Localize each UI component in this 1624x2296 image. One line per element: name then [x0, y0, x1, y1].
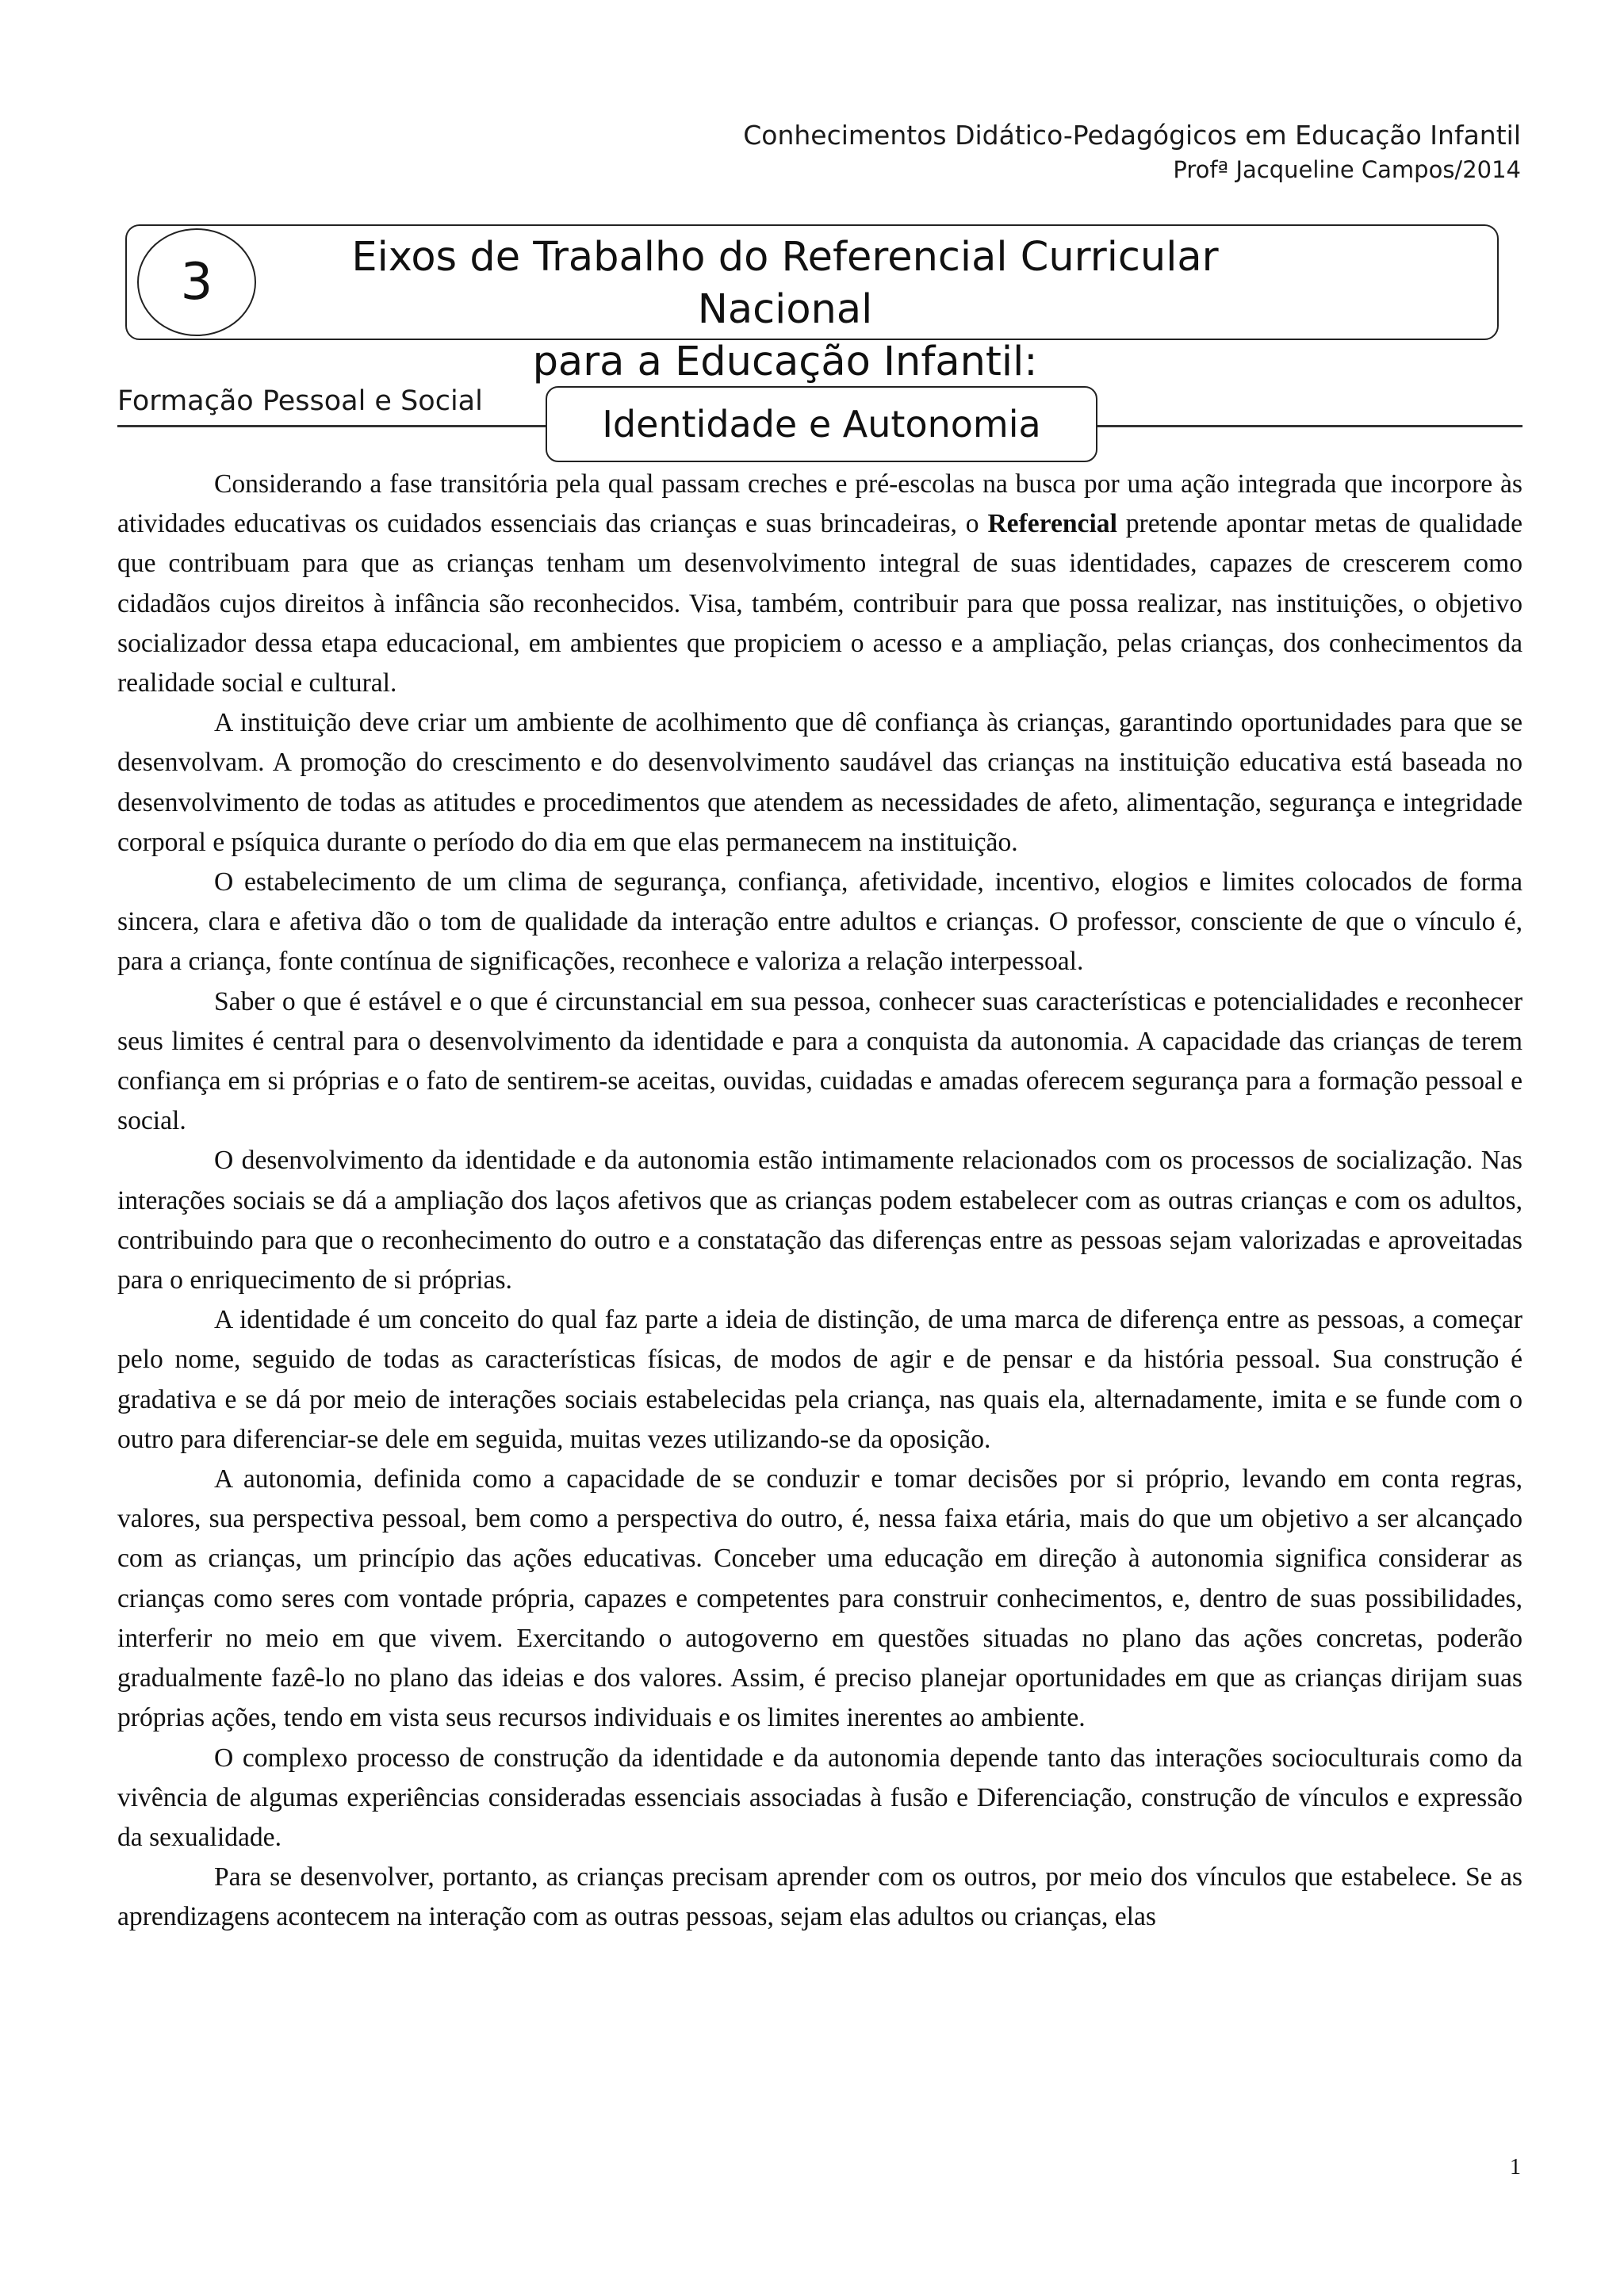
- paragraph-1-bold: Referencial: [987, 509, 1117, 539]
- page-title-line2: para a Educação Infantil:: [532, 339, 1038, 385]
- paragraph-6: A identidade é um conceito do qual faz parte a ideia de distinção, de uma marca de diferença entre as pessoas, a começar pelo nome, seguido de todas as características físicas, de modos de agir e de pensar e da história pessoal. Sua construção é gradativa e se dá por meio de interações sociais estabelecidas pela criança, nas quais ela, alternadamente, imita e se funde com o outro para diferenciar-se dele em seguida, muitas vezes utilizando-se da oposição.: [117, 1305, 1522, 1454]
- paragraph-5: O desenvolvimento da identidade e da autonomia estão intimamente relacionados com os processos de socialização. Nas interações sociais se dá a ampliação dos laços afetivos que as crianças podem estabelecer com as outras crianças e com os adultos, contribuindo para que o reconhecimento do outro e a constatação das diferenças entre as pessoas sejam valorizadas e aproveitadas para o enriquecimento de si próprias.: [117, 1146, 1522, 1295]
- page-number: 1: [1510, 2155, 1521, 2179]
- paragraph-1: [117, 465, 1522, 703]
- chapter-number: 3: [137, 228, 256, 336]
- page-title: [262, 232, 1308, 388]
- section-label: Formação Pessoal e Social: [117, 385, 483, 417]
- course-title: Conhecimentos Didático-Pedagógicos em Educação Infantil: [743, 120, 1521, 151]
- paragraph-8: O complexo processo de construção da identidade e da autonomia depende tanto das interações socioculturais como da vivência de algumas experiências consideradas essenciais associadas à fusão e Diferenciação, construção de vínculos e expressão da sexualidade.: [117, 1743, 1522, 1852]
- page-header: [743, 117, 1521, 186]
- page-title-line1: Eixos de Trabalho do Referencial Curricular Nacional: [351, 234, 1219, 333]
- paragraph-1-start: Considerando a fase transitória pela qual passam creches e pré-escolas na busca por uma ação integrada que incorpore às atividades educativas os cuidados essenciais das crianças e suas brincadeiras, o: [117, 469, 1522, 539]
- section-subtitle: Identidade e Autonomia: [546, 386, 1097, 462]
- body-text: [117, 465, 1522, 1938]
- paragraph-3: O estabelecimento de um clima de segurança, confiança, afetividade, incentivo, elogios e limites colocados de forma sincera, clara e afetiva dão o tom de qualidade da interação entre adultos e crianças. O professor, consciente de que o vínculo é, para a criança, fonte contínua de significações, reconhece e valoriza a relação interpessoal.: [117, 867, 1522, 977]
- paragraph-4: Saber o que é estável e o que é circunstancial em sua pessoa, conhecer suas características e potencialidades e reconhecer seus limites é central para o desenvolvimento da identidade e para a conquista da autonomia. A capacidade das crianças de terem confiança em si próprias e o fato de sentirem-se aceitas, ouvidas, cuidadas e amadas oferecem segurança para a formação pessoal e social.: [117, 986, 1522, 1136]
- author-year: Profª Jacqueline Campos/2014: [1173, 156, 1521, 183]
- paragraph-9: Para se desenvolver, portanto, as crianças precisam aprender com os outros, por meio dos vínculos que estabelece. Se as aprendizagens acontecem na interação com as outras pessoas, sejam elas adultos ou crianças, elas: [117, 1862, 1522, 1932]
- paragraph-7: A autonomia, definida como a capacidade de se conduzir e tomar decisões por si próprio, levando em conta regras, valores, sua perspectiva pessoal, bem como a perspectiva do outro, é, nessa faixa etária, mais do que um objetivo a ser alcançado com as crianças, um princípio das ações educativas. Conceber uma educação em direção à autonomia significa considerar as crianças como seres com vontade própria, capazes e competentes para construir conhecimentos, e, dentro de suas possibilidades, interferir no meio em que vivem. Exercitando o autogoverno em questões situadas no plano das ações concretas, poderão gradualmente fazê-lo no plano das ideias e dos valores. Assim, é preciso planejar oportunidades em que as crianças dirijam suas próprias ações, tendo em vista seus recursos individuais e os limites inerentes ao ambiente.: [117, 1464, 1522, 1733]
- paragraph-2: A instituição deve criar um ambiente de acolhimento que dê confiança às crianças, garantindo oportunidades para que se desenvolvam. A promoção do crescimento e do desenvolvimento saudável das crianças na instituição educativa está baseada no desenvolvimento de todas as atitudes e procedimentos que atendem as necessidades de afeto, alimentação, segurança e integridade corporal e psíquica durante o período do dia em que elas permanecem na instituição.: [117, 708, 1522, 857]
- paragraph-1-end: pretende apontar metas de qualidade que contribuam para que as crianças tenham um desenvolvimento integral de suas identidades, capazes de crescerem como cidadãos cujos direitos à infância são reconhecidos. Visa, também, contribuir para que possa realizar, nas instituições, o objetivo socializador dessa etapa educacional, em ambientes que propiciem o acesso e a ampliação, pelas crianças, dos conhecimentos da realidade social e cultural.: [117, 509, 1522, 698]
